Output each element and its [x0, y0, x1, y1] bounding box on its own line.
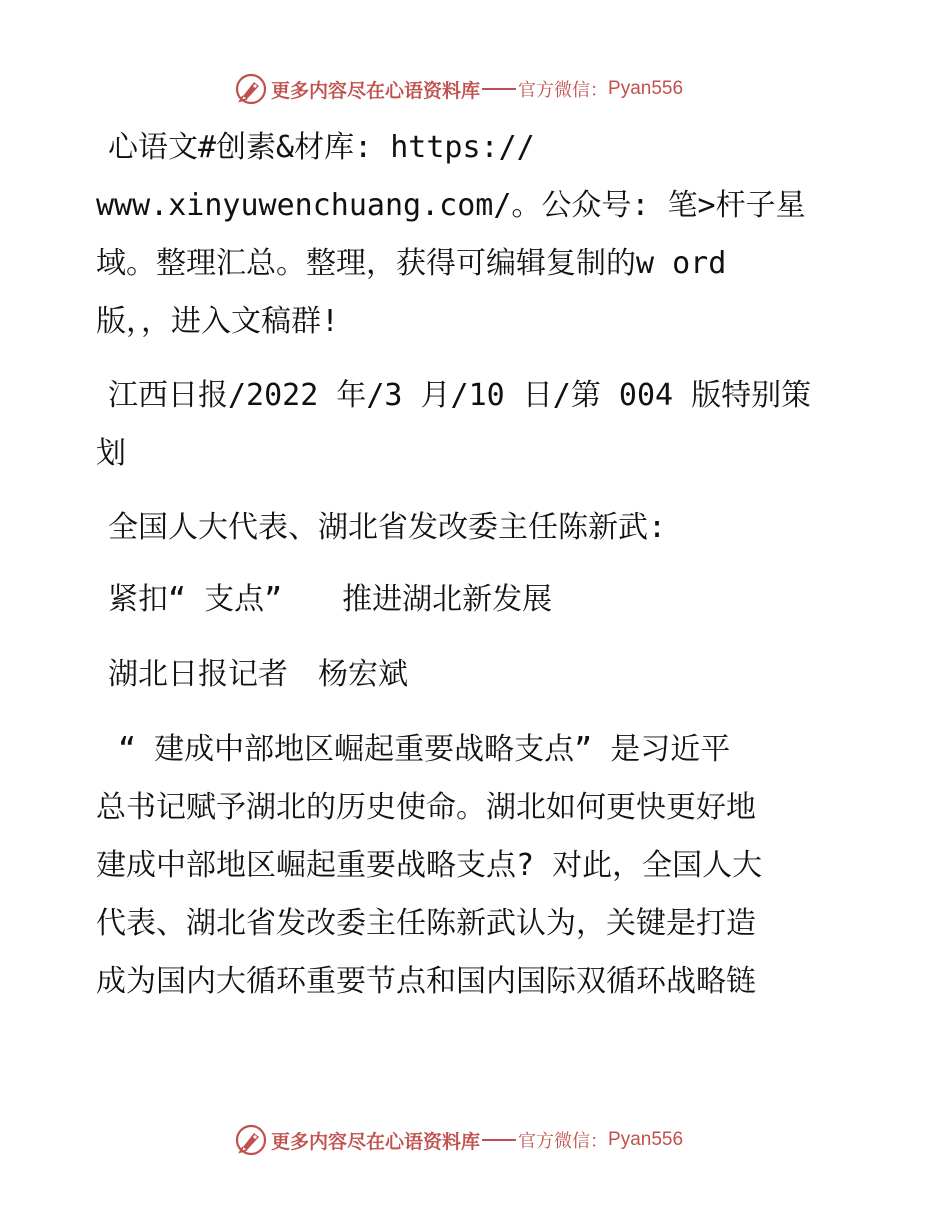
text-line: 版，，进入文稿群!: [96, 304, 340, 339]
banner-text: 更多内容尽在心语资料库: [271, 1130, 481, 1153]
text-line: www.xinyuwenchuang.com/。公众号: 笔>杆子星: [96, 188, 806, 223]
banner-divider: [482, 1139, 516, 1141]
header-banner: [0, 72, 950, 106]
text-line: 心语文#创素&材库: https://: [108, 130, 535, 165]
banner-wechat-label: 官方微信：: [518, 80, 609, 101]
article-title: 紧扣“ 支点” 推进湖北新发展: [108, 582, 553, 617]
text-line: 域。整理汇总。整理，获得可编辑复制的w ord: [96, 246, 727, 281]
text-line: 成为国内大循环重要节点和国内国际双循环战略链: [96, 964, 756, 999]
text-line: 总书记赋予湖北的历史使命。湖北如何更快更好地: [96, 790, 756, 825]
text-line: 划: [96, 436, 126, 471]
text-line: 建成中部地区崛起重要战略支点? 对此，全国人大: [96, 848, 763, 883]
article-byline: 湖北日报记者 杨宏斌: [108, 657, 408, 692]
banner-text: 更多内容尽在心语资料库: [271, 79, 481, 102]
pen-nib-logo-icon: [234, 1123, 268, 1157]
footer-banner: [0, 1123, 950, 1157]
text-line: 全国人大代表、湖北省发改委主任陈新武:: [108, 510, 667, 545]
banner-divider: [482, 88, 516, 90]
banner-wechat-id: Pyan556: [608, 1129, 684, 1150]
text-line: 代表、湖北省发改委主任陈新武认为，关键是打造: [96, 906, 756, 941]
text-line: “ 建成中部地区崛起重要战略支点” 是习近平: [118, 732, 731, 767]
banner-wechat-id: Pyan556: [608, 78, 684, 99]
text-line: 江西日报/2022 年/3 月/10 日/第 004 版特别策: [108, 378, 812, 413]
banner-wechat-label: 官方微信：: [518, 1131, 609, 1152]
pen-nib-logo-icon: [234, 72, 268, 106]
